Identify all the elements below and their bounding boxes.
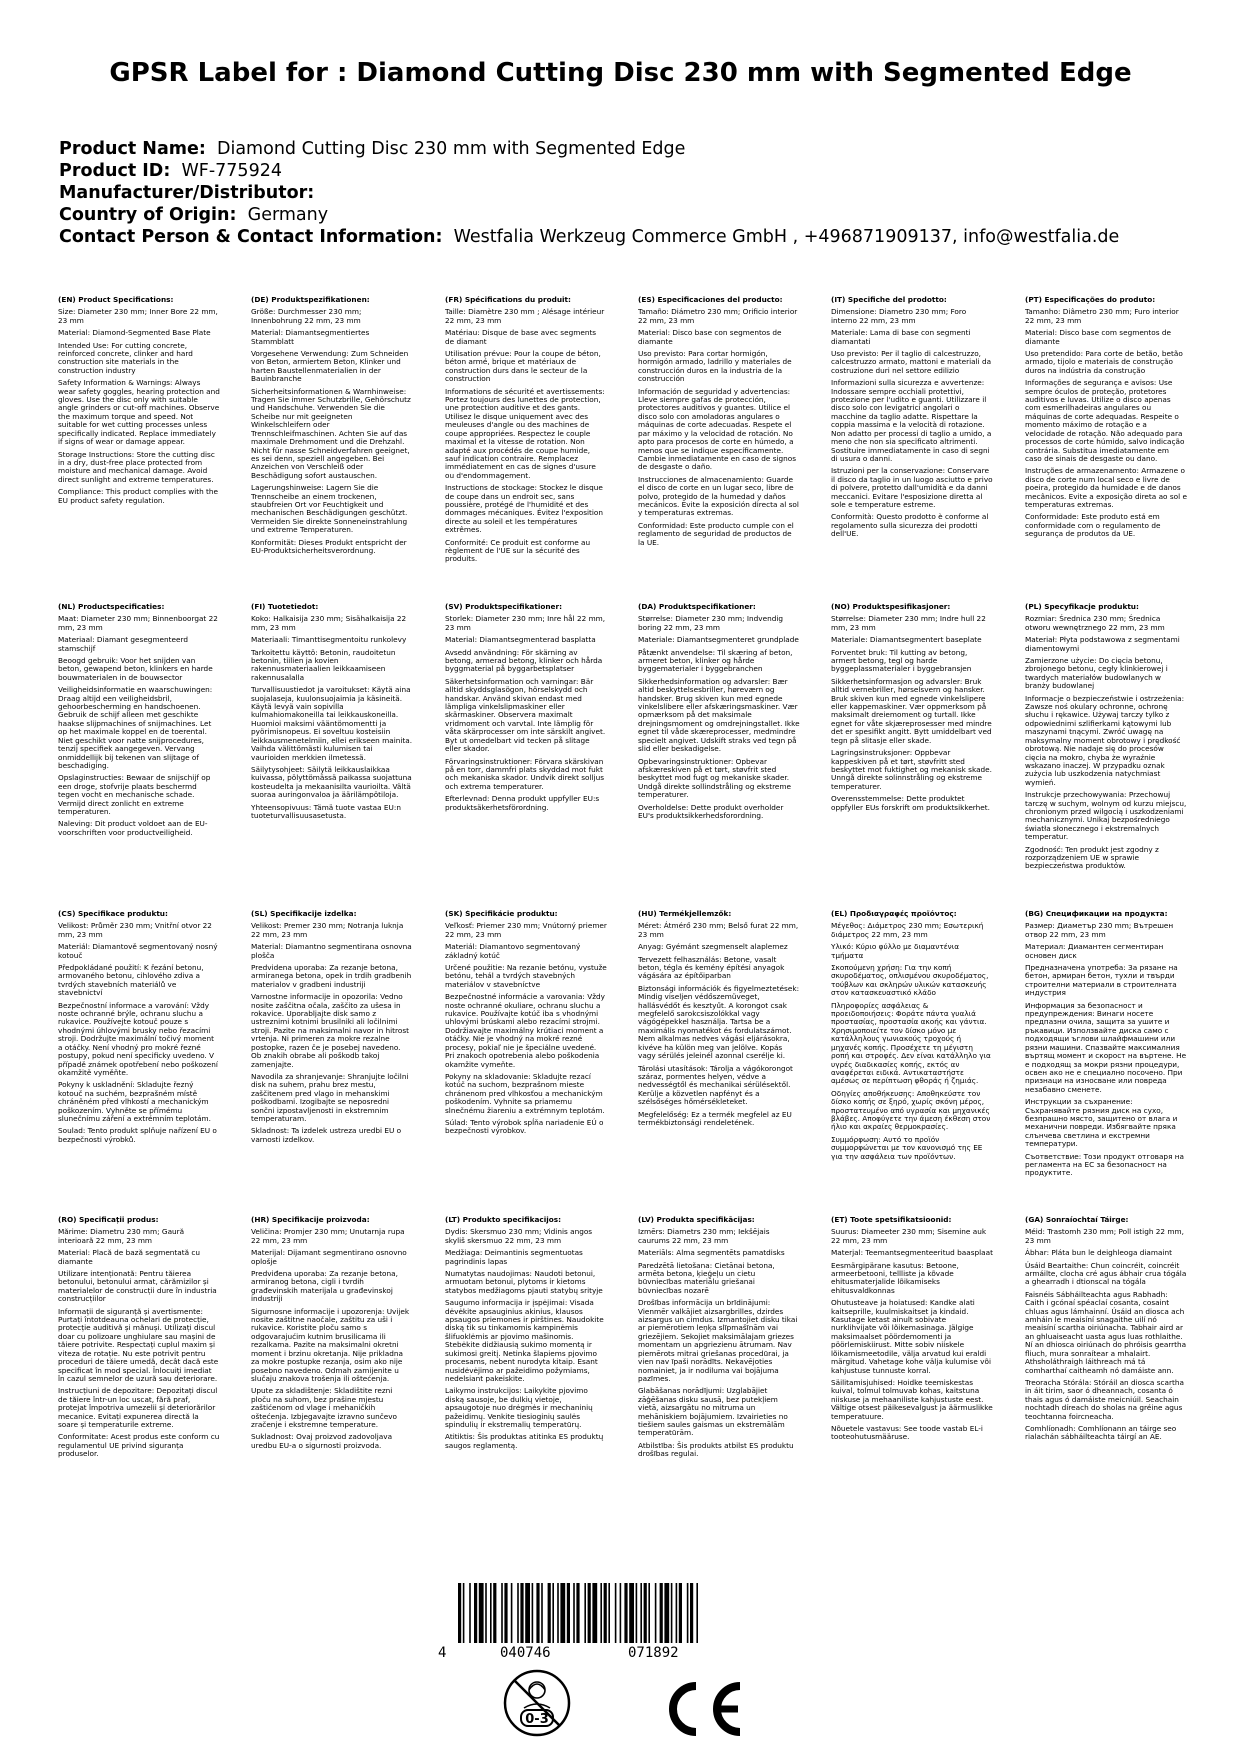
barcode-bar	[600, 1583, 602, 1643]
spec-block-paragraph: Uso previsto: Para cortar hormigón, hormigón armado, ladrillo y materiales de construcción duros en la industria de la construcción	[638, 349, 792, 384]
spec-block-heading: (RO) Specificații produs:	[58, 1216, 159, 1224]
spec-block-paragraph: Материал: Диамантен сегментиран основен диск	[1025, 942, 1164, 960]
spec-block-paragraph: Faisnéis Sábháilteachta agus Rabhadh: Caith i gcónaí spéaclaí cosanta, cosaint chluas agus lámhainní. Úsáid an diosca ach amháin le meaisíní snagaithe uilí nó meaisíní scartha oiriúnacha. Tabhair aird ar an ghluaiseacht uasta agus luas rothlaithe. Ní an dhiosca oiriúnach do phróisis gearrtha fliuch, mura sonraítear a mhalairt. Athsholáthraigh láithreach má tá comharthaí caitheamh nó damáiste ann.	[1025, 1289, 1187, 1375]
spec-block-paragraph: Sikkerhedsinformation og advarsler: Bær altid beskyttelsesbriller, høreværn og handsker. Brug skiven kun med egnede vinkelslibere eller afskæringsmaskiner. Vær opmærksom på det maksimale drejningsmoment og omdrejningstallet. Ikke egnet til våde skæreprocesser, medmindre specielt angivet. Udskift straks ved tegn på slid eller beskadigelse.	[638, 676, 800, 754]
spec-block-paragraph: Lagerungshinweise: Lagern Sie die Trennscheibe an einem trockenen, staubfreien Ort vor Feuchtigkeit und mechanischen Beschädigungen geschützt. Vermeiden Sie direkte Sonneneinstrahlung und extreme Temperaturen.	[251, 483, 408, 535]
spec-block-paragraph: Materiał: Płyta podstawowa z segmentami diamentowymi	[1025, 635, 1180, 653]
spec-block-paragraph: Turvallisuustiedot ja varoitukset: Käytä aina suojalaseja, kuulonsuojaimia ja käsineitä. Käytä levyä vain sopivilla kulmahiomakoneilla tai leikkauskoneilla. Huomioi maksimi vääntömomentti ja pyörimisnopeus. Ei soveltuu kosteisiin leikkausmenetelmiin, ellei erikseen mainita. Vaihda välittömästi kulumisen tai vaurioiden merkkien ilmetessä.	[251, 685, 413, 762]
barcode-bar	[671, 1583, 673, 1643]
barcode-right-digits: 071892	[628, 1645, 679, 1661]
spec-block-paragraph: Matériau: Disque de base avec segments de diamant	[445, 328, 597, 346]
spec-block-paragraph: Materiál: Diamantovo segmentovaný základný kotúč	[445, 942, 581, 960]
spec-block-heading: (ES) Especificaciones del producto:	[638, 296, 783, 304]
barcode-bar	[660, 1583, 663, 1643]
spec-block-paragraph: Maat: Diameter 230 mm; Binnenboorgat 22 mm, 23 mm	[58, 614, 218, 632]
spec-block-paragraph: Velikost: Průměr 230 mm; Vnitřní otvor 22 mm, 23 mm	[58, 921, 212, 939]
spec-block-paragraph: Información de seguridad y advertencias: Lleve siempre gafas de protección, protectores auditivos y guantes. Utilice el disco solo con amoladoras angulares o máquinas de corte adecuadas. Respete el par máximo y la velocidad de rotación. No apto para procesos de corte en húmedo, a menos que se indique específicamente. Cambie inmediatamente en caso de signos de desgaste o daño.	[638, 386, 797, 472]
spec-block	[58, 1216, 220, 1516]
spec-block-paragraph: Materiale: Diamantsegmenteret grundplade	[638, 635, 799, 645]
product-id-row	[59, 160, 1199, 182]
spec-block-paragraph: Οδηγίες αποθήκευσης: Αποθηκεύστε τον δίσκο κοπής σε ξηρό, χωρίς σκόνη μέρος, προστατευμένο από υγρασία και μηχανικές βλάβες. Αποφύγετε την άμεση έκθεση στον ήλιο και ακραίες θερμοκρασίες.	[831, 1088, 991, 1132]
spec-block-paragraph: Atitiktis: Šis produktas atitinka ES produktų saugos reglamentą.	[445, 1432, 604, 1450]
spec-block-paragraph: Efterlevnad: Denna produkt uppfyller EU:s produktsäkerhetsförordning.	[445, 794, 600, 812]
spec-block-heading: (PT) Especificações do produto:	[1025, 296, 1156, 304]
spec-block-paragraph: Materijal: Dijamant segmentirano osnovno oplošje	[251, 1248, 407, 1266]
spec-block-heading: (FI) Tuotetiedot:	[251, 603, 319, 611]
spec-block-paragraph: Súlad: Tento výrobok spĺňa nariadenie EÚ o bezpečnosti výrobkov.	[445, 1117, 604, 1136]
spec-block-paragraph: Veličina: Promjer 230 mm; Unutarnja rupa 22 mm, 23 mm	[251, 1227, 405, 1245]
spec-block-heading: (NO) Produktspesifikasjoner:	[831, 603, 951, 611]
spec-block-heading: (EN) Product Specifications:	[58, 296, 174, 304]
spec-block-paragraph: Megfelelőség: Ez a termék megfelel az EU termékbiztonsági rendeletének.	[638, 1109, 792, 1127]
barcode-bar	[504, 1583, 507, 1643]
spec-block-heading: (PL) Specyfikacje produktu:	[1025, 603, 1139, 611]
spec-block-paragraph: Tárolási utasítások: Tárolja a vágókorongot száraz, pormentes helyen, védve a nedvességtől és mechanikai sérülésektől. Kerülje a közvetlen napfényt és a szélsőséges hőmérsékleteket.	[638, 1063, 793, 1107]
spec-block-paragraph: Instrucțiuni de depozitare: Depozitați discul de tăiere într-un loc uscat, fără praf, protejat împotriva umezelii și deteriorărilor mecanice. Evitați expunerea directă la soare și temperaturile extreme.	[58, 1386, 218, 1429]
spec-block-paragraph: Glabāšanas norādījumi: Uzglabājiet zāģēšanas disku sausā, bez putekļiem vietā, aizsargātu no mitruma un mehāniskiem bojājumiem. Izvairieties no tiešiem saules gaismas un ekstremālām temperatūrām.	[638, 1386, 788, 1438]
spec-block-paragraph: Istruzioni per la conservazione: Conservare il disco da taglio in un luogo asciutto e privo di polvere, protetto dall'umidità e da danni meccanici. Evitare l'esposizione diretta al sole e temperature estreme.	[831, 466, 993, 509]
spec-block-paragraph: Größe: Durchmesser 230 mm; Innenbohrung 22 mm, 23 mm	[251, 307, 362, 325]
spec-block-paragraph: Material: Diamantsegmenterad basplatta	[445, 635, 596, 645]
spec-block	[445, 296, 607, 596]
spec-block-paragraph: Určené použitie: Na rezanie betónu, vystuže betónu, tehál a tvrdých stavebných materiálov v stavebníctve	[445, 963, 607, 989]
barcode-lead-digit: 4	[438, 1645, 447, 1661]
spec-block-paragraph: Zamierzone użycie: Do cięcia betonu, zbrojonego betonu, cegły klinkierowej i twardych materiałów budowlanych w branży budowlanej	[1025, 656, 1168, 691]
age-0-3-warning-icon	[502, 1668, 572, 1738]
spec-block-paragraph: Forventet bruk: Til kutting av betong, armert betong, tegl og harde byggeplassmaterialer i byggebransjen	[831, 647, 972, 674]
barcode-bar	[576, 1583, 579, 1643]
barcode-bar	[560, 1583, 565, 1643]
barcode-bar	[687, 1583, 689, 1643]
spec-block	[1025, 910, 1187, 1210]
spec-block-paragraph: Συμμόρφωση: Αυτό το προϊόν συμμορφώνεται με τον κανονισμό της ΕΕ για την ασφάλεια των προϊόντων.	[831, 1134, 983, 1161]
spec-block-paragraph: Instrucciones de almacenamiento: Guarde el disco de corte en un lugar seco, libre de polvo, protegido de la humedad y daños mecánicos. Evite la exposición directa al sol y temperaturas extremas.	[638, 474, 799, 518]
ean-barcode	[438, 1583, 704, 1643]
spec-block-paragraph: Material: Disco base com segmentos de diamante	[1025, 328, 1171, 346]
spec-block-heading: (SV) Produktspecifikationer:	[445, 603, 563, 611]
spec-block-heading: (DA) Produktspecifikationer:	[638, 603, 756, 611]
spec-block-heading: (LT) Produkto specifikacijos:	[445, 1216, 562, 1224]
spec-block-paragraph: Πληροφορίες ασφάλειας & προειδοποιήσεις: Φοράτε πάντα γυαλιά προστασίας, προστασία ακοής και γάντια. Χρησιμοποιείτε τον δίσκο μόνο με κατάλληλους γωνιακούς τροχούς ή μηχανές κοπής. Προσέχετε τη μέγιστη ροπή και στροφές. Δεν είναι κατάλληλο για υγρές διαδικασίες κοπής, εκτός αν αναφέρεται ειδικά. Αντικαταστήστε αμέσως σε περίπτωση φθοράς ή ζημιάς.	[831, 1000, 991, 1086]
spec-block-paragraph: Soulad: Tento produkt splňuje nařízení EU o bezpečnosti výrobků.	[58, 1126, 217, 1144]
barcode-bar	[567, 1583, 570, 1643]
spec-block-paragraph: Veiligheidsinformatie en waarschuwingen: Draag altijd een veiligheidsbril, gehoorbescherming en handschoenen. Gebruik de schijf alleen met geschikte haakse slijpmachines of snijmachines. Let op het maximale koppel en de toerental. Niet geschikt voor natte snijprocedures, tenzij specifiek aangegeven. Vervang onmiddellijk bij tekenen van slijtage of beschadiging.	[58, 685, 213, 770]
barcode-bar	[520, 1583, 523, 1643]
spec-block-paragraph: Opbevaringsinstruktioner: Opbevar afskæreskiven på et tørt, støvfrit sted beskyttet mod fugt og mekaniske skader. Undgå direkte sollindstråling og ekstreme temperaturer.	[638, 756, 791, 800]
spec-block-paragraph: Bezpečnostné informácie a varovania: Vždy noste ochranné okuliare, ochranu sluchu a rukavice. Používajte kotúč iba s vhodnými uhlovými brúskami alebo rezacími strojmi. Dodržiavajte maximálny krútiaci moment a otáčky. Nie je vhodný na mokré rezné procesy, pokiaľ nie je špeciálne uvedené. Pri znakoch opotrebenia alebo poškodenia okamžite vymeňte.	[445, 992, 605, 1069]
spec-block-paragraph: Avsedd användning: För skärning av betong, armerad betong, klinker och hårda byggmaterial på byggarbetsplatser	[445, 647, 603, 674]
spec-block-paragraph: Predvidena uporaba: Za rezanje betona, armiranega betona, opek in trdih gradbenih materialov v gradbeni industriji	[251, 963, 412, 989]
age-range-text: 0-3	[525, 1712, 549, 1727]
spec-block-paragraph: Opslaginstructies: Bewaar de snijschijf op een droge, stofvrije plaats beschermd tegen vocht en mechanische schade. Vermijd direct zonlicht en extreme temperaturen.	[58, 773, 211, 816]
spec-block-paragraph: Material: Diamantsegmentiertes Stammblatt	[251, 328, 370, 346]
spec-block	[638, 296, 800, 596]
spec-block-paragraph: Utilizare intenționată: Pentru tăierea betonului, betonului armat, cărămizilor și materialelor de construcții dure în industria construcțiilor	[58, 1269, 217, 1304]
spec-block-paragraph: Размер: Диаметър 230 mm; Вътрешен отвор 22 mm, 23 mm	[1025, 921, 1174, 939]
contact-value: Westfalia Werkzeug Commerce GmbH , +496871909137, info@westfalia.de	[453, 227, 1120, 247]
spec-block	[58, 910, 220, 1210]
spec-block-paragraph: Dimensione: Diametro 230 mm; Foro interno 22 mm, 23 mm	[831, 307, 967, 325]
spec-block-heading: (CS) Specifikace produktu:	[58, 910, 168, 918]
spec-block-paragraph: Medžiaga: Deimantinis segmentuotas pagrindinis lapas	[445, 1248, 583, 1266]
spec-block-paragraph: Säilitamisjuhised: Hoidke teemiskestas kuival, tolmul tolmuvab kohas, kaitstuna niiskuse ja mehaaniliste kahjustuste eest. Vältige otsest päikesevalgust ja äärmuslikke temperatuure.	[831, 1377, 993, 1421]
spec-block-paragraph: Säilytysohjeet: Säilytä leikkauslaikkaa kuivassa, pölyttömässä paikassa suojattuna kosteudelta ja mekaanisilta vaurioilta. Vältä suoraa auringonvaloa ja äärilämpötiloja.	[251, 764, 412, 800]
spec-block-paragraph: Storlek: Diameter 230 mm; Inre hål 22 mm, 23 mm	[445, 614, 606, 632]
spec-block-paragraph: Ábhar: Pláta bun le deighleoga diamaint	[1025, 1248, 1172, 1258]
spec-block	[831, 296, 993, 596]
spec-block	[251, 296, 413, 596]
spec-block-paragraph: Biztonsági információk és figyelmeztetések: Mindig viseljen védőszemüveget, hallásvédőt és kesztyűt. A korongot csak megfelelő sarokcsiszolókkal vagy vágógépekkel használja. Tartsa be a maximális nyomatékot és fordulatszámot. Nem alkalmas nedves vágási eljárásokra, kivéve ha külön meg van jelölve. Kopás vagy sérülés jeleinél azonnal cserélje ki.	[638, 983, 800, 1061]
page-title: GPSR Label for : Diamond Cutting Disc 230 mm with Segmented Edge	[109, 58, 1132, 88]
spec-block	[638, 603, 800, 903]
spec-block-paragraph: Overensstemmelse: Dette produktet oppfyller EUs forskrift om produktsikkerhet.	[831, 794, 990, 812]
spec-block-paragraph: Koko: Halkaisija 230 mm; Sisähalkaisija 22 mm, 23 mm	[251, 614, 407, 632]
manufacturer-label: Manufacturer/Distributor:	[59, 183, 315, 203]
spec-block-paragraph: Pokyny k uskladnění: Skladujte řezný kotouč na suchém, bezprašném místě chráněném před vlhkostí a mechanickým poškozením. Vyhněte se přímému slunečnímu záření a extrémním teplotám.	[58, 1080, 211, 1123]
contact-row	[59, 226, 1199, 248]
spec-block-heading: (SK) Špecifikácie produktu:	[445, 910, 558, 918]
spec-block-paragraph: Materiāls: Alma segmentēts pamatdisks	[638, 1248, 785, 1258]
spec-block	[445, 603, 607, 903]
spec-block-paragraph: Instrukcje przechowywania: Przechowuj tarczę w suchym, wolnym od kurzu miejscu, chronionym przed wilgocią i uszkodzeniami mechanicznymi. Unikaj bezpośredniego światła słonecznego i ekstremalnych temperatur.	[1025, 790, 1187, 842]
spec-block-paragraph: Materiale: Diamantsegmentert baseplate	[831, 635, 982, 645]
spec-block	[831, 910, 993, 1210]
spec-block-paragraph: Sikkerhetsinformasjon og advarsler: Bruk alltid vernebriller, hørselsvern og hansker. Bruk skiven kun med egnede vinkelslipere eller kappemaskiner. Vær oppmerksom på maksimalt dreiemoment og turtall. Ikke egnet for våte skjæreprosesser med mindre det er spesifikt angitt. Bytt umiddelbart ved tegn på slitasje eller skade.	[831, 676, 992, 745]
barcode-bar	[517, 1583, 519, 1643]
spec-block-paragraph: Uso previsto: Per il taglio di calcestruzzo, calcestruzzo armato, mattoni e materiali da costruzione duri nel settore edilizio	[831, 349, 992, 375]
barcode-bar	[573, 1583, 575, 1643]
spec-block-paragraph: Velikost: Premer 230 mm; Notranja luknja 22 mm, 23 mm	[251, 921, 404, 939]
spec-block-paragraph: Dydis: Skersmuo 230 mm; Vidinis angos skyliš skersmuo 22 mm, 23 mm	[445, 1227, 593, 1245]
spec-block-heading: (ET) Toote spetsifikatsioonid:	[831, 1216, 952, 1224]
spec-block-paragraph: Conformitate: Acest produs este conform cu regulamentul UE privind siguranța produselor.	[58, 1432, 220, 1459]
spec-block-paragraph: Úsáid Beartaithe: Chun coincréit, coincréit armáilte, clocha cré agus ábhair crua tógála a ghearradh i dtionscal na tógála	[1025, 1260, 1187, 1287]
spec-block-paragraph: Storage Instructions: Store the cutting disc in a dry, dust-free place protected from moisture and mechanical damage. Avoid direct sunlight and extreme temperatures.	[58, 449, 215, 484]
country-label: Country of Origin:	[59, 205, 237, 225]
barcode-bar	[636, 1583, 638, 1643]
barcode-left-digits: 040746	[500, 1645, 551, 1661]
spec-block	[445, 910, 607, 1210]
spec-block-paragraph: Utilisation prévue: Pour la coupe de béton, béton armé, brique et matériaux de construction durs dans le secteur de la construction	[445, 349, 601, 384]
barcode-bar	[640, 1583, 642, 1643]
spec-block-paragraph: Størrelse: Diameter 230 mm; Indre hull 22 mm, 23 mm	[831, 614, 986, 632]
spec-block	[251, 603, 413, 903]
spec-block-paragraph: Treoracha Stórála: Stóráil an diosca scartha in áit tirim, saor ó dheannach, cosanta ó thais agus ó damáiste meicniúil. Seachain nochtadh díreach do sholas na gréine agus teochtanna foircneacha.	[1025, 1377, 1184, 1421]
spec-block-paragraph: Zgodność: Ten produkt jest zgodny z rozporządzeniem UE w sprawie bezpieczeństwa produktów.	[1025, 844, 1159, 871]
spec-block	[638, 1216, 800, 1516]
spec-block-paragraph: Material: Diamond-Segmented Base Plate	[58, 328, 211, 338]
spec-block-paragraph: Méret: Átmérő 230 mm; Belső furat 22 mm, 23 mm	[638, 921, 799, 939]
barcode-bar	[552, 1583, 554, 1643]
spec-block-paragraph: Atbilstība: Šis produkts atbilst ES produktu drošības regulai.	[638, 1440, 794, 1459]
spec-block-paragraph: Инструкции за съхранение: Съхранявайте рязния диск на сухо, безпрашно място, защитено от влага и механични повреди. Избягвайте пряка слънчева светлина и екстремни температури.	[1025, 1097, 1178, 1149]
spec-block-paragraph: Vorgesehene Verwendung: Zum Schneiden von Beton, armiertem Beton, Klinker und harten Baustellenmaterialien in der Bauinbranche	[251, 349, 409, 384]
spec-block-paragraph: Ohutusteave ja hoiatused: Kandke alati kaitseprille, kuulmiskaitset ja kindaid. Kasutage ketast ainult sobivate nurklihvijate või lõikemasinaga. Jälgige maksimaalset pöördemomenti ja pöörlemiskiirust. Mitte sobiv niiskele lõikamismeetodile, välja arvatud kui eraldi märgitud. Vahetage kohe välja kulumise või kahjustuse tunnuste korral.	[831, 1298, 991, 1375]
spec-block-paragraph: Påtænkt anvendelse: Til skæring af beton, armeret beton, klinker og hårde byggematerialer i byggebranchen	[638, 647, 793, 674]
spec-block-paragraph: Informații de siguranță și avertismente: Purtați întotdeauna ochelari de protecție, protecție auditivă și mănuși. Utilizați discul doar cu polizoare unghiulare sau mașini de tăiere potrivite. Respectați cuplul maxim și viteza de rotație. Nu este potrivit pentru proceduri de tăiere umedă, decât dacă este specificat în mod special. Înlocuiți imediat în cazul semnelor de uzură sau deteriorare.	[58, 1306, 219, 1383]
barcode-bar	[604, 1583, 607, 1643]
spec-block-paragraph: Instructions de stockage: Stockez le disque de coupe dans un endroit sec, sans poussière, protégé de l'humidité et des dommages mécaniques. Évitez l'exposition directe au soleil et les températures extrêmes.	[445, 483, 604, 535]
spec-block-paragraph: Paredzētā lietošana: Cietānai betona, armēta betona, ķieģeļu un cietu būvniecības materiālu griešanai būvniecības nozarē	[638, 1260, 775, 1295]
barcode-bar	[676, 1583, 678, 1643]
spec-block-heading: (GA) Sonraíochtaí Táirge:	[1025, 1216, 1129, 1224]
barcode-bar	[592, 1583, 597, 1643]
spec-block-paragraph: Bezpečnostní informace a varování: Vždy noste ochranné brýle, ochranu sluchu a rukavice. Používejte kotouč pouze s vhodnými úhlovými brusky nebo řezacími stroji. Dodržujte maximální točivý moment a otáčky. Není vhodný pro mokré řezné postupy, pokud není specificky uvedeno. V případě známek opotřebení nebo poškození okamžitě vyměňte.	[58, 1000, 218, 1077]
spec-block-paragraph: Taille: Diamètre 230 mm ; Alésage intérieur 22 mm, 23 mm	[445, 307, 605, 325]
spec-block-paragraph: Eesmärgipärane kasutus: Betoone, armeerbetooni, tellliste ja kõvade ehitusmaterjalide lõikamiseks ehitusvaldkonnas	[831, 1260, 959, 1295]
spec-block-paragraph: Naleving: Dit product voldoet aan de EU-voorschriften voor productveiligheid.	[58, 819, 208, 837]
spec-block-paragraph: Material: Placă de bază segmentată cu diamante	[58, 1248, 201, 1266]
spec-block-paragraph: Konformität: Dieses Produkt entspricht der EU-Produktsicherheitsverordnung.	[251, 537, 407, 555]
spec-block	[638, 910, 800, 1210]
barcode-bar	[584, 1583, 586, 1643]
spec-block	[58, 603, 220, 903]
spec-block-paragraph: Tamanho: Diâmetro 230 mm; Furo interior 22 mm, 23 mm	[1025, 307, 1179, 325]
product-id-label: Product ID:	[59, 161, 171, 181]
spec-block-paragraph: Beoogd gebruik: Voor het snijden van beton, gewapend beton, klinkers en harde bouwmaterialen in de bouwsector	[58, 656, 213, 682]
barcode-bar	[485, 1583, 487, 1643]
spec-block	[831, 603, 993, 903]
spec-block-heading: (HR) Specifikacije proizvoda:	[251, 1216, 370, 1224]
spec-block-paragraph: Tervezett felhasználás: Betone, vasalt beton, tégla és kemény építési anyagok vágására az építőiparban	[638, 954, 785, 981]
spec-block-paragraph: Uso pretendido: Para corte de betão, betão armado, tijolo e materiais de construção duros na indústria da construção	[1025, 349, 1183, 375]
spec-block-paragraph: Mărime: Diametru 230 mm; Gaură interioară 22 mm, 23 mm	[58, 1227, 185, 1245]
barcode-bar	[458, 1583, 461, 1643]
product-name-value: Diamond Cutting Disc 230 mm with Segmented Edge	[217, 139, 686, 159]
barcode-bar	[664, 1583, 669, 1643]
spec-block-paragraph: Laikymo instrukcijos: Laikykite pjovimo diską sausoje, be dulkių vietoje, apsaugotoje nuo drėgmės ir mechaninių pažeidimų. Venkite tiesioginių saulės spindulių ir ekstremalių temperatūrų.	[445, 1386, 593, 1429]
country-value: Germany	[247, 205, 329, 225]
spec-block-paragraph: Izmērs: Diametrs 230 mm; Iekšējais caurums 22 mm, 23 mm	[638, 1227, 770, 1245]
spec-block-paragraph: Rozmiar: Średnica 230 mm; Średnica otworu wewnętrznego 22 mm, 23 mm	[1025, 614, 1165, 632]
product-name-label: Product Name:	[59, 139, 206, 159]
spec-block-paragraph: Předpokládané použití: K řezání betonu, armovaného betonu, cihlového zdiva a tvrdých stavebních materiálů ve stavebnictví	[58, 963, 204, 998]
barcode-bar	[648, 1583, 650, 1643]
spec-block-paragraph: Anyag: Gyémánt szegmenselt alaplemez	[638, 942, 788, 952]
spec-block-paragraph: Overholdelse: Dette produkt overholder EU's produktsikkerhedsforordning.	[638, 802, 784, 820]
product-name-row	[59, 138, 1199, 160]
barcode-bar	[548, 1583, 551, 1643]
spec-block-paragraph: Skladnost: Ta izdelek ustreza uredbi EU o varnosti izdelkov.	[251, 1126, 402, 1144]
spec-block-paragraph: Yhteensopivuus: Tämä tuote vastaa EU:n tuoteturvallisuusasetusta.	[251, 802, 401, 820]
spec-block-paragraph: Intended Use: For cutting concrete, reinforced concrete, clinker and hard construction site materials in the construction industry	[58, 340, 193, 375]
barcode-bar	[511, 1583, 513, 1643]
spec-block-paragraph: Méid: Trastomh 230 mm; Poll istigh 22 mm, 23 mm	[1025, 1227, 1184, 1245]
spec-block-paragraph: Tarkoitettu käyttö: Betonin, raudoitetun betonin, tiilien ja kovien rakennusmateriaalien leikkaamiseen rakennusalalla	[251, 647, 396, 682]
spec-block	[1025, 603, 1187, 903]
spec-block-heading: (SL) Specifikacije izdelka:	[251, 910, 357, 918]
spec-block-paragraph: Sukladnost: Ovaj proizvod zadovoljava uredbu EU-a o sigurnosti proizvoda.	[251, 1432, 393, 1450]
spec-block-paragraph: Förvaringsinstruktioner: Förvara skärskivan på en torr, dammfri plats skyddad mot fukt och mekaniska skador. Undvik direkt solljus och extrema temperaturer.	[445, 756, 605, 791]
barcode-bar	[644, 1583, 647, 1643]
barcode-bar	[624, 1583, 627, 1643]
barcode-bar	[588, 1583, 591, 1643]
spec-block-paragraph: Sigurnosne informacije i upozorenja: Uvijek nosite zaštitne naočale, zaštitu za uši i rukavice. Koristite ploču samo s odgovarajućim kutnim brusilicama ili rezalkama. Pazite na maksimalni okretni moment i brzinu okretanja. Nije prikladna za mokre postupke rezanja, osim ako nije posebno navedeno. Odmah zamijenite u slučaju znakova trošenja ili oštećenja.	[251, 1306, 410, 1383]
spec-block	[1025, 296, 1187, 596]
spec-block-paragraph: Informazioni sulla sicurezza e avvertenze: Indossare sempre occhiali protettivi, protezione per l'udito e guanti. Utilizzare il disco solo con levigatrici angolari o macchine da taglio adatte. Rispettare la coppia massima e la velocità di rotazione. Non adatto per processi di taglio a umido, a meno che non sia specificato altrimenti. Sostituire immediatamente in caso di segni di usura o danni.	[831, 378, 992, 463]
barcode-bar	[490, 1583, 492, 1643]
barcode-bar	[690, 1583, 693, 1643]
spec-block-paragraph: Materjal: Teemantsegmenteeritud baasplaat	[831, 1248, 993, 1258]
spec-block-paragraph: Lagringsinstruksjoner: Oppbevar kappeskiven på et tørt, støvfritt sted beskyttet mot fuktighet og mekanisk skade. Unngå direkte solinnstråling og ekstreme temperaturer.	[831, 748, 992, 791]
spec-block-paragraph: Saugumo informacija ir įspėjimai: Visada dėvėkite apsauginius akinius, klausos apsaugos priemones ir pirštines. Naudokite diską tik su tinkamomis kampinėmis šlifuoklėmis ar pjovimo mašinomis. Stebėkite didžiausią sukimo momentą ir sukimosi greitį. Netinka šlapiems pjovimo procesams, nebent nurodyta kitaip. Esant nusidėvėjimo ar pažeidimo požymiams, nedelsiant pakeiskite.	[445, 1298, 604, 1383]
spec-block	[58, 296, 220, 596]
barcode-bar	[696, 1583, 698, 1643]
spec-block-paragraph: Numatytas naudojimas: Naudoti betonui, armuotam betonui, plytoms ir kietoms statybos medžiagoms pjauti statybų srityje	[445, 1269, 603, 1295]
spec-block-paragraph: Navodila za shranjevanje: Shranjujte ločilni disk na suhem, prahu brez mestu, zaščitenem pred vlago in mehanskimi poškodbami. Izogibajte se neposredni sončni izpostavljenosti in ekstremnim temperaturam.	[251, 1071, 409, 1123]
country-row	[59, 204, 1199, 226]
spec-block-heading: (BG) Спецификации на продукта:	[1025, 910, 1168, 918]
spec-block-paragraph: Materiale: Lama di base con segmenti diamantati	[831, 328, 971, 346]
barcode-bar	[532, 1583, 534, 1643]
manufacturer-row	[59, 182, 1199, 204]
spec-block-paragraph: Størrelse: Diameter 230 mm; Indvendig boring 22 mm, 23 mm	[638, 614, 784, 632]
spec-block-paragraph: Drošības informācija un brīdinājumi: Vienmēr valkājiet aizsargbrilles, dzirdes aizsargus un cimdus. Izmantojiet disku tikai ar piemērotiem leņķa slīpmašīnām vai griezējiem. Sekojiet maksimālajam griezes momentam un apgriezienu ātrumam. Nav piemērots mitrai griešanas procedūrai, ja vien nav īpaši norādīts. Nekavējoties nomainiet, ja ir nodiluma vai bojājuma pazīmes.	[638, 1298, 798, 1383]
spec-block-paragraph: Tamaño: Diámetro 230 mm; Orificio interior 22 mm, 23 mm	[638, 307, 798, 325]
spec-block-heading: (LV) Produkta specifikācijas:	[638, 1216, 755, 1224]
spec-block-paragraph: Material: Diamantno segmentirana osnovna plošča	[251, 942, 412, 960]
spec-block	[1025, 1216, 1187, 1516]
spec-block	[251, 1216, 413, 1516]
barcode-bar	[463, 1583, 465, 1643]
spec-block-paragraph: Materiaali: Timanttisegmentoitu runkolevy	[251, 635, 407, 645]
spec-block-paragraph: Предназначена употреба: За рязане на бетон, армиран бетон, тухли и твърди строителни материали в строителната индустрия	[1025, 963, 1178, 998]
barcode-bar	[557, 1583, 559, 1643]
spec-block-paragraph: Predviđena uporaba: Za rezanje betona, armiranog betona, cigli i tvrdih građevinskih materijala u građevinskoj industriji	[251, 1269, 398, 1304]
barcode-bar	[536, 1583, 539, 1643]
spec-block-paragraph: Safety Information & Warnings: Always wear safety goggles, hearing protection and gloves. Use the disc only with suitable angle grinders or cut-off machines. Observe the maximum torque and speed. Not suitable for wet cutting processes unless specifically indicated. Replace immediately if signs of wear or damage appear.	[58, 378, 220, 447]
barcode-bar	[525, 1583, 530, 1643]
spec-block-paragraph: Varnostne informacije in opozorila: Vedno nosite zaščitna očala, zaščito za ušesa in rokavice. Uporabljajte disk samo z ustreznimi kotnimi brusilniki ali ločilnimi stroji. Pazite na maksimalni navor in hitrost vrtenja. Ni primeren za mokre rezalne postopke, razen če je posebej navedeno. Ob znakih obrabe ali poškodb takoj zamenjajte.	[251, 992, 410, 1069]
barcode-bar	[655, 1583, 657, 1643]
barcode-bar	[501, 1583, 503, 1643]
spec-block-paragraph: Conformité: Ce produit est conforme au règlement de l'UE sur la sécurité des produits.	[445, 537, 591, 564]
spec-block-paragraph: Upute za skladištenje: Skladištite rezni ploču na suhom, bez prašine mjestu zaštićenom od vlage i mehaničkih oštećenja. Izbjegavajte izravno sunčevo zračenje i ekstremne temperature.	[251, 1386, 397, 1429]
spec-block-paragraph: Material: Disco base con segmentos de diamante	[638, 328, 782, 346]
spec-block-paragraph: Υλικό: Κύριο φύλλο με διαμαντένια τμήματα	[831, 942, 960, 960]
spec-block-heading: (DE) Produktspezifikationen:	[251, 296, 370, 304]
spec-block-paragraph: Comhlíonadh: Comhlíonann an táirge seo rialachán sábháilteachta táirgí an AE.	[1025, 1423, 1177, 1442]
barcode-bar	[541, 1583, 543, 1643]
spec-block-paragraph: Materiaal: Diamant gesegmenteerd stamschijf	[58, 635, 189, 653]
spec-block-paragraph: Suurus: Diameeter 230 mm; Sisemine auk 22 mm, 23 mm	[831, 1227, 987, 1245]
contact-label: Contact Person & Contact Information:	[59, 227, 443, 247]
spec-block-paragraph: Съответствие: Този продукт отговаря на регламента на ЕС за безопасност на продуктите.	[1025, 1151, 1185, 1178]
barcode-bar	[479, 1583, 484, 1643]
spec-block-paragraph: Instruções de armazenamento: Armazene o disco de corte num local seco e livre de poeira, protegido da humidade e de danos mecânicos. Evite a exposição direta ao sol e temperaturas extremas.	[1025, 466, 1187, 509]
barcode-bar	[629, 1583, 634, 1643]
barcode-bar	[620, 1583, 622, 1643]
barcode-bar	[493, 1583, 496, 1643]
spec-block-paragraph: Informations de sécurité et avertissements: Portez toujours des lunettes de protection, une protection auditive et des gants. Utilisez le disque uniquement avec des meuleuses d'angle ou des machines de coupe appropriées. Respectez le couple maximal et la vitesse de rotation. Non adapté aux procédés de coupe humide, sauf indication contraire. Remplacez immédiatement en cas de signes d'usure ou d'endommagement.	[445, 386, 605, 480]
spec-block	[831, 1216, 993, 1516]
spec-block	[445, 1216, 607, 1516]
spec-block-paragraph: Sicherheitsinformationen & Warnhinweise: Tragen Sie immer Schutzbrille, Gehörschutz und Handschuhe. Verwenden Sie die Scheibe nur mit geeigneten Winkelschleifern oder Trennschleifmaschinen. Achten Sie auf das maximale Drehmoment und die Drehzahl. Nicht für nasse Schneidverfahren geeignet, es sei denn, speziell angegeben. Bei Anzeichen von Verschleiß oder Beschädigung sofort austauschen.	[251, 386, 411, 480]
spec-block-paragraph: Информация за безопасност и предупреждения: Винаги носете предпазни очила, защита за ушите и ръкавици. Използвайте диска само с подходящи ъглови шлайфмашини или рязни машини. Спазвайте максималния въртящ момент и скорост на въртене. Не е подходящ за мокри рязни процедури, освен ако не е специално посочено. При признаци на износване или повреда незабавно сменете.	[1025, 1000, 1187, 1094]
ce-mark-icon	[660, 1680, 746, 1738]
barcode-bar	[474, 1583, 477, 1643]
spec-block-heading: (FR) Spécifications du produit:	[445, 296, 571, 304]
spec-block-paragraph: Informacje o bezpieczeństwie i ostrzeżenia: Zawsze noś okulary ochronne, ochronę słuchu i rękawice. Używaj tarczy tylko z odpowiednimi szlifierkami kątowymi lub maszynami tnącymi. Zwróć uwagę na maksymalny moment obrotowy i prędkość obrotową. Nie nadaje się do procesów cięcia na mokro, chyba że wyraźnie wskazano inaczej. W przypadku oznak zużycia lub uszkodzenia natychmiast wymień.	[1025, 693, 1185, 787]
spec-block-paragraph: Μέγεθος: Διάμετρος 230 mm; Εσωτερική διάμετρος 22 mm, 23 mm	[831, 921, 984, 939]
spec-block-paragraph: Conformidade: Este produto está em conformidade com o regulamento de segurança de produtos da UE.	[1025, 512, 1161, 539]
spec-block-paragraph: Veľkosť: Priemer 230 mm; Vnútorný priemer 22 mm, 23 mm	[445, 921, 607, 939]
spec-block-paragraph: Informações de segurança e avisos: Use sempre óculos de proteção, protetores auditivos e luvas. Utilize o disco apenas com esmerilhadeiras angulares ou máquinas de corte adequadas. Respeite o momento máximo de rotação e a velocidade de rotação. Não adequado para processos de corte húmido, salvo indicação contrária. Substitua imediatamente em caso de sinais de desgaste ou dano.	[1025, 378, 1185, 463]
product-id-value: WF-775924	[181, 161, 282, 181]
spec-block-paragraph: Pokyny na skladovanie: Skladujte rezací kotúč na suchom, bezprašnom mieste chránenom pred vlhkosťou a mechanickým poškodením. Vyhnite sa priamemu slnečnému žiareniu a extrémnym teplotám.	[445, 1071, 605, 1115]
spec-block-heading: (EL) Προδιαγραφές προϊόντος:	[831, 910, 957, 918]
spec-block-paragraph: Conformidad: Este producto cumple con el reglamento de seguridad de productos de la UE.	[638, 520, 794, 547]
barcode-bar	[608, 1583, 610, 1643]
spec-block-paragraph: Säkerhetsinformation och varningar: Bär alltid skyddsglasögon, hörselskydd och handskar. Använd skivan endast med lämpliga vinkelslipmaskiner eller skärmaskiner. Observera maximalt vridmoment och varvtal. Inte lämplig för våta skärprocesser om inte särskilt angivet. Byt ut omedelbart vid tecken på slitage eller skador.	[445, 676, 606, 754]
spec-block-paragraph: Compliance: This product complies with the EU product safety regulation.	[58, 487, 219, 505]
spec-block-paragraph: Size: Diameter 230 mm; Inner Bore 22 mm, 23 mm	[58, 307, 218, 325]
spec-block-paragraph: Nõuetele vastavus: See toode vastab EL-i tooteohutusmääruse.	[831, 1423, 983, 1442]
spec-block	[251, 910, 413, 1210]
spec-block-paragraph: Σκοπούμενη χρήση: Για την κοπή σκυροδέματος, οπλισμένου σκυροδέματος, τούβλων και σκληρών υλικών κατασκευής στον κατασκευαστικό κλάδο	[831, 963, 989, 998]
spec-block-heading: (IT) Specifiche del prodotto:	[831, 296, 947, 304]
spec-block-heading: (HU) Termékjellemzők:	[638, 910, 732, 918]
product-info	[59, 138, 1199, 248]
spec-block-paragraph: Conformità: Questo prodotto è conforme al regolamento sulla sicurezza dei prodotti dell'UE.	[831, 512, 989, 539]
barcode-bar	[679, 1583, 682, 1643]
barcode-bar	[615, 1583, 617, 1643]
spec-block-paragraph: Materiál: Diamantově segmentovaný nosný kotouč	[58, 942, 218, 960]
barcode-bar	[469, 1583, 471, 1643]
spec-block-heading: (NL) Productspecificaties:	[58, 603, 165, 611]
